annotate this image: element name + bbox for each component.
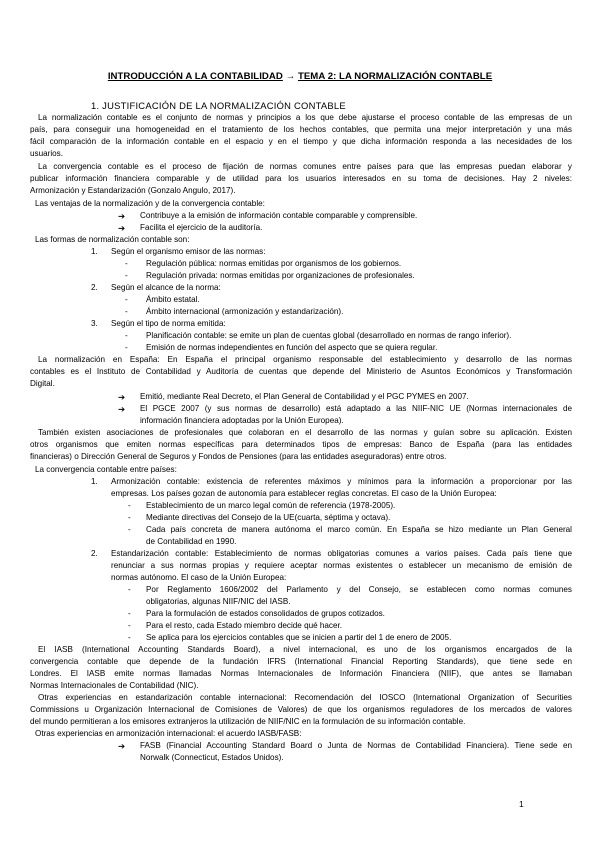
iosco-line: Commissions u Organización Internacional de Comisiones de Valores) de que los organismos reguladores de los mercados de valores bbox=[30, 705, 572, 714]
armonizacion-line: empresas. Los países gozan de autonomía para establecer reglas concretas. El caso de la Unión Europea: bbox=[111, 489, 497, 498]
arrow-bullet-icon: ➔ bbox=[118, 211, 126, 221]
dash-bullet: - bbox=[125, 307, 128, 316]
p1-line: La normalización contable es el conjunto de normas y principios a los que debe ajustarse el proceso contable de las empresas de un bbox=[38, 113, 572, 122]
dash-bullet: - bbox=[125, 295, 128, 304]
paragraph-tambien-cont bbox=[30, 439, 572, 451]
list-number: 3. bbox=[91, 319, 98, 328]
fasb-item bbox=[140, 740, 572, 752]
forma-label: Según el organismo emisor de las normas: bbox=[111, 247, 266, 256]
p2-line: Armonización y Estandarización (Gonzalo Angulo, 2017). bbox=[30, 186, 236, 195]
arrow-bullet-icon: ➔ bbox=[118, 392, 126, 402]
dash-bullet: - bbox=[128, 633, 131, 642]
espana-line: Digital. bbox=[30, 379, 55, 388]
dash-bullet: - bbox=[125, 331, 128, 340]
dash-bullet: - bbox=[125, 271, 128, 280]
tambien-line: otros organismos que emiten normas específicas para determinados tipos de empresas: Banco de España (para las entidades bbox=[30, 440, 572, 449]
paragraph-definition-cont bbox=[30, 124, 572, 136]
iasb-line: El IASB (International Accounting Standards Board), a nivel internacional, es uno de los organismos encargados de la bbox=[38, 645, 572, 654]
list-number: 2. bbox=[91, 549, 98, 558]
dash-bullet: - bbox=[125, 259, 128, 268]
espana-item bbox=[140, 403, 572, 415]
fasb-line: Norwalk (Connecticut, Estados Unidos). bbox=[140, 753, 284, 762]
estandarizacion-line: Estandarización contable: Establecimiento de normas obligatorias comunes a varios países. Cada país tiene que bbox=[111, 549, 572, 558]
arrow-bullet-icon: ➔ bbox=[118, 404, 126, 414]
ventaja-item: Facilita el ejercicio de la auditoría. bbox=[140, 223, 263, 232]
armonizacion-item-line: Cada país concreta de manera autónoma el marco común. En España se hizo mediante un Plan General bbox=[146, 525, 572, 534]
page-title bbox=[0, 71, 600, 82]
espana-item: Emitió, mediante Real Decreto, el Plan General de Contabilidad y el PGC PYMES en 2007. bbox=[140, 392, 469, 401]
paragraph-iasb-cont bbox=[30, 656, 572, 668]
paragraph-iasb bbox=[38, 644, 572, 656]
forma-item: Ámbito internacional (armonización y estandarización). bbox=[146, 307, 344, 316]
estandarizacion-text bbox=[111, 548, 572, 560]
dash-bullet: - bbox=[128, 585, 131, 594]
estandarizacion-line: normas autónomo. El caso de la Unión Europea: bbox=[111, 573, 287, 582]
armonizacion-item-line: de Contabilidad en 1990. bbox=[146, 537, 237, 546]
estandarizacion-item: Para el resto, cada Estado miembro decide qué hacer. bbox=[146, 621, 343, 630]
formas-title: Las formas de normalización contable son: bbox=[35, 235, 190, 244]
dash-bullet: - bbox=[128, 621, 131, 630]
estandarizacion-item-line: Por Reglamento 1606/2002 del Parlamento y del Consejo, se establecen como normas comunes bbox=[146, 585, 572, 594]
estandarizacion-item: Para la formulación de estados consolidados de grupos cotizados. bbox=[146, 609, 385, 618]
iasb-line: Normas Internacionales de Contabilidad (NIC). bbox=[30, 681, 199, 690]
espana-line: La normalización en España: En España el principal organismo responsable del establecimiento y desarrollo de las normas bbox=[38, 355, 572, 364]
fasb-line: FASB (Financial Accounting Standard Board o Junta de Normas de Contabilidad Financiera). Tiene sede en bbox=[140, 741, 572, 750]
estandarizacion-text bbox=[111, 560, 572, 572]
list-number: 2. bbox=[91, 283, 98, 292]
armonizacion-text bbox=[111, 476, 572, 488]
forma-item: Regulación pública: normas emitidas por organismos de los gobiernos. bbox=[146, 259, 402, 268]
arrow-bullet-icon: ➔ bbox=[118, 223, 126, 233]
espana-line: contables es el Instituto de Contabilidad y Auditoría de cuentas que depende del Ministerio de Asuntos Económicos y Transformación bbox=[30, 367, 572, 376]
paragraph-definition bbox=[34, 112, 572, 124]
iasb-line: Londres. El IASB emite normas llamadas Normas Internacionales de Información Financiera (NIIF), que antes se llamaban bbox=[30, 669, 572, 678]
forma-item: Ámbito estatal. bbox=[146, 295, 200, 304]
p2-line: La convergencia contable es el proceso de fijación de normas comunes entre países para que las empresas puedan elaborar y bbox=[38, 162, 572, 171]
arrow-bullet-icon: ➔ bbox=[118, 741, 126, 751]
paragraph-espana bbox=[38, 354, 572, 366]
espana-item-line: información financiera adoptadas por la Unión Europea). bbox=[140, 416, 344, 425]
iasb-line: convergencia contable que depende de la fundación IFRS (International Financial Reporting Standards), que tiene sede en bbox=[30, 657, 572, 666]
estandarizacion-item bbox=[146, 584, 572, 596]
forma-label: Según el tipo de norma emitida: bbox=[111, 319, 226, 328]
forma-item: Planificación contable: se emite un plan de cuentas global (desarrollado en normas de rango inferior). bbox=[146, 331, 512, 340]
paragraph-definition-cont bbox=[30, 136, 572, 148]
paragraph-iosco-cont bbox=[30, 704, 572, 716]
paragraph-iasb-cont bbox=[30, 668, 572, 680]
paragraph-tambien bbox=[38, 427, 572, 439]
title-part1: INTRODUCCIÓN A LA CONTABILIDAD bbox=[107, 71, 283, 82]
paragraph-espana-cont bbox=[30, 366, 572, 378]
list-number: 1. bbox=[91, 247, 98, 256]
p1-line: fácil comparación de la información contable en el espacio y en el tiempo y que dicha información responda a las necesidades de los bbox=[30, 137, 572, 146]
paragraph-iosco bbox=[38, 692, 572, 704]
forma-label: Según el alcance de la norma: bbox=[111, 283, 221, 292]
espana-item-line: El PGCE 2007 (y sus normas de desarrollo) está adaptado a las NIIF-NIC UE (Normas internacionales de bbox=[140, 404, 572, 413]
tambien-line: También existen asociaciones de profesionales que colaboran en el desarrollo de las normas y guían sobre su aplicación. Existen bbox=[38, 428, 572, 437]
otras2-title: Otras experiencias en armonización internacional: el acuerdo IASB/FASB: bbox=[35, 729, 302, 738]
tambien-line: financieras) o Dirección General de Seguros y Fondos de Pensiones (para las entidades aseguradoras) entre otros. bbox=[30, 452, 447, 461]
estandarizacion-item: Se aplica para los ejercicios contables que se inicien a partir del 1 de enero de 2005. bbox=[146, 633, 452, 642]
iosco-line: del mundo permitieran a los emisores extranjeros la utilización de NIIF/NIC en la formulación de su información contable. bbox=[30, 717, 466, 726]
armonizacion-item bbox=[146, 524, 572, 536]
forma-item: Regulación privada: normas emitidas por organizaciones de profesionales. bbox=[146, 271, 415, 280]
convergencia-title: La convergencia contable entre países: bbox=[35, 465, 177, 474]
ventaja-item: Contribuye a la emisión de información contable comparable y comprensible. bbox=[140, 211, 418, 220]
section-heading: 1. JUSTIFICACIÓN DE LA NORMALIZACIÓN CONTABLE bbox=[91, 100, 346, 111]
dash-bullet: - bbox=[128, 609, 131, 618]
armonizacion-line: Armonización contable: existencia de referentes máximos y mínimos para la información a proporcionar por las bbox=[111, 477, 572, 486]
page-number: 1 bbox=[519, 799, 524, 809]
list-number: 1. bbox=[91, 477, 98, 486]
dash-bullet: - bbox=[125, 343, 128, 352]
paragraph-convergence-cont bbox=[30, 173, 572, 185]
paragraph-convergence bbox=[38, 161, 572, 173]
dash-bullet: - bbox=[128, 501, 131, 510]
ventajas-title: Las ventajas de la normalización y de la convergencia contable: bbox=[35, 199, 265, 208]
p1-line: país, para conseguir una homogeneidad en el tratamiento de los hechos contables, que permita una mejor interpretación y una más bbox=[30, 125, 572, 134]
estandarizacion-line: renunciar a sus normas propias y requiere aceptar normas existentes o establecer un mecanismo de emisión de bbox=[111, 561, 572, 570]
title-arrow: → bbox=[282, 71, 298, 82]
title-part2: TEMA 2: LA NORMALIZACIÓN CONTABLE bbox=[297, 71, 493, 82]
estandarizacion-item-line: obligatorias, algunas NIIF/NIC del IASB. bbox=[146, 597, 291, 606]
iosco-line: Otras experiencias en estandarización contable internacional: Recomendación del IOSCO (International Organization of Securities bbox=[38, 693, 572, 702]
forma-item: Emisión de normas independientes en función del aspecto que se quiera regular. bbox=[146, 343, 438, 352]
armonizacion-item: Establecimiento de un marco legal común de referencia (1978-2005). bbox=[146, 501, 396, 510]
p1-line: usuarios. bbox=[30, 149, 63, 158]
armonizacion-item: Mediante directivas del Consejo de la UE(cuarta, séptima y octava). bbox=[146, 513, 391, 522]
dash-bullet: - bbox=[128, 513, 131, 522]
dash-bullet: - bbox=[128, 525, 131, 534]
p2-line: publicar información financiera comparable y de utilidad para los usuarios interesados en su toma de decisiones. Hay 2 niveles: bbox=[30, 174, 572, 183]
